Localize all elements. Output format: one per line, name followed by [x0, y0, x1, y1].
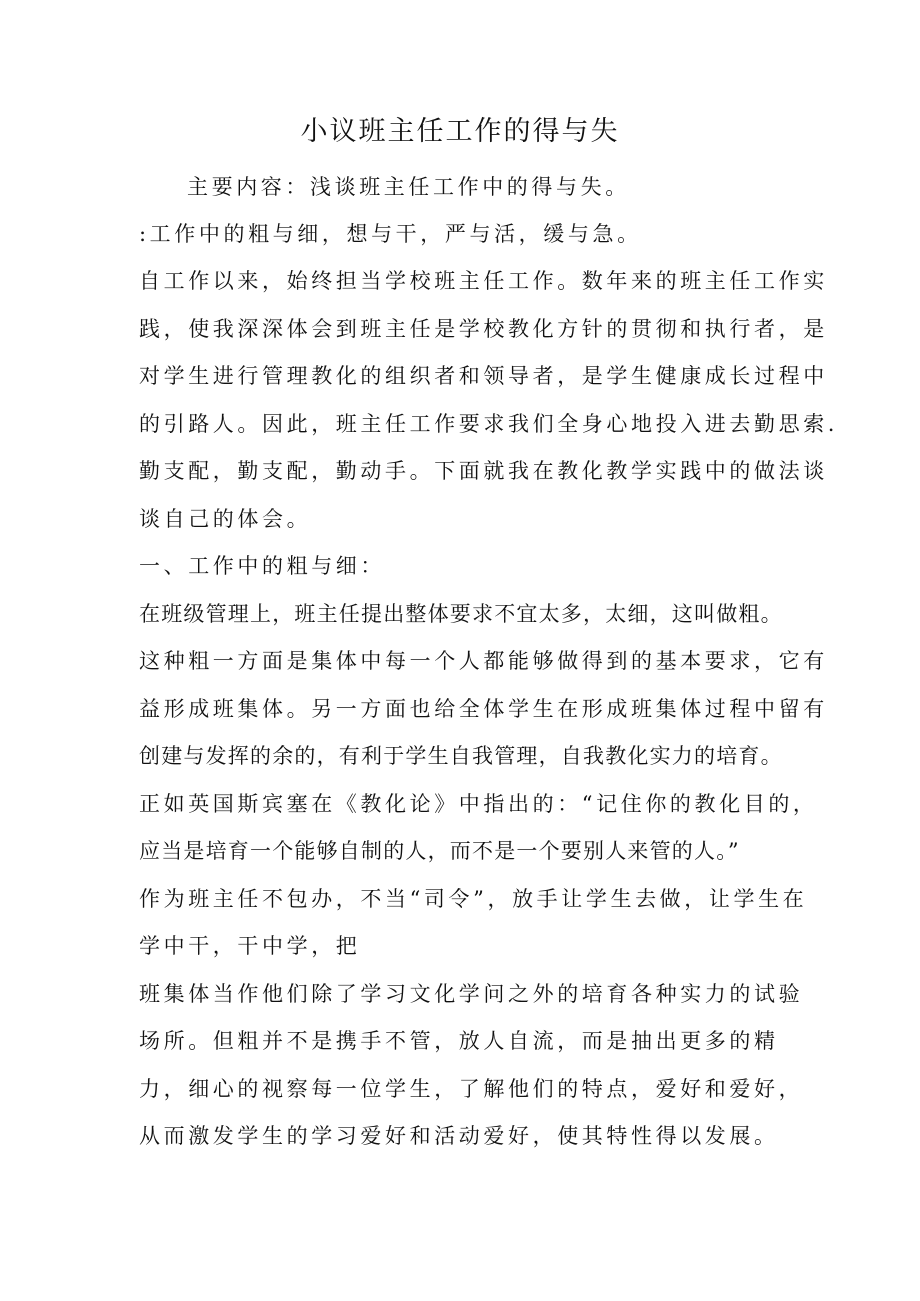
section-line: 在班级管理上，班主任提出整体要求不宜太多，太细，这叫做粗。: [139, 602, 783, 626]
section-line: 这种粗一方面是集体中每一个人都能够做得到的基本要求，它有: [139, 649, 828, 673]
summary-line: 主要内容：浅谈班主任工作中的得与失。: [187, 175, 630, 199]
section-line: 场所。但粗并不是携手不管，放人自流，而是抽出更多的精: [139, 1029, 779, 1053]
section-heading: 一、工作中的粗与细：: [139, 554, 385, 578]
section-line: 从而激发学生的学习爱好和活动爱好，使其特性得以发展。: [139, 1124, 779, 1148]
intro-line: 自工作以来，始终担当学校班主任工作。数年来的班主任工作实: [139, 269, 828, 293]
document-title: 小议班主任工作的得与失: [300, 116, 620, 147]
section-line: 班集体当作他们除了学习文化学问之外的培育各种实力的试验: [139, 982, 804, 1006]
section-line: 力，细心的视察每一位学生，了解他们的特点，爱好和爱好，: [139, 1077, 804, 1101]
intro-line: 谈自己的体会。: [139, 507, 312, 531]
section-line: 作为班主任不包办，不当“司令”，放手让学生去做，让学生在: [139, 887, 808, 911]
section-line: 学中干，干中学，把: [139, 934, 361, 958]
section-line: 正如英国斯宾塞在《教化论》中指出的：“记住你的教化目的，: [139, 792, 818, 816]
intro-line: 践，使我深深体会到班主任是学校教化方针的贯彻和执行者，是: [139, 317, 828, 341]
keywords-line: :工作中的粗与细，想与干，严与活，缓与急。: [139, 222, 642, 246]
intro-line: 对学生进行管理教化的组织者和领导者，是学生健康成长过程中: [139, 364, 828, 388]
section-line: 创建与发挥的余的，有利于学生自我管理，自我教化实力的培育。: [139, 744, 783, 768]
section-line: 益形成班集体。另一方面也给全体学生在形成班集体过程中留有: [139, 697, 828, 721]
intro-line: 的引路人。因此，班主任工作要求我们全身心地投入进去勤思索.: [139, 412, 839, 436]
intro-line: 勤支配，勤支配，勤动手。下面就我在教化教学实践中的做法谈: [139, 459, 828, 483]
section-line: 应当是培育一个能够自制的人，而不是一个要别人来管的人。”: [139, 839, 740, 863]
